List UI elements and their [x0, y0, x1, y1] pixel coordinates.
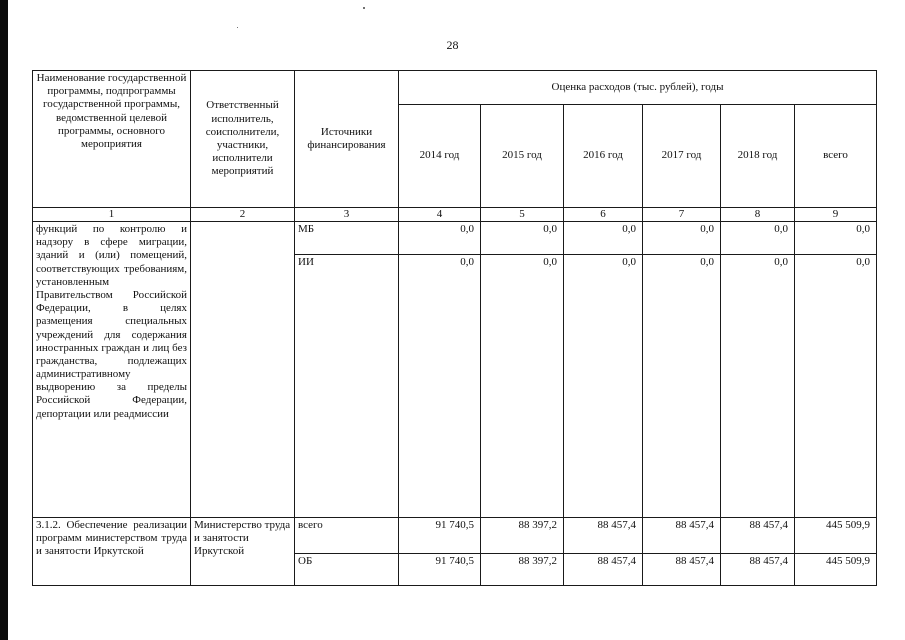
value-cell: 0,0 — [721, 255, 795, 518]
column-number: 9 — [795, 208, 877, 222]
value-cell: 0,0 — [399, 255, 481, 518]
column-number: 1 — [33, 208, 191, 222]
value-cell: 0,0 — [564, 255, 643, 518]
activity-name-cell: 3.1.2. Обеспечение реализации программ министерством труда и занятости Иркутской — [33, 518, 191, 586]
value-cell: 88 457,4 — [721, 518, 795, 554]
value-cell: 91 740,5 — [399, 554, 481, 586]
header-name: Наименование государственной программы, подпрограммы государственной программы, ведомственной целевой программы, основного мероприятия — [33, 71, 191, 208]
column-number: 8 — [721, 208, 795, 222]
header-row-1 — [33, 71, 877, 105]
value-cell: 0,0 — [481, 222, 564, 255]
header-year: 2016 год — [564, 105, 643, 208]
value-cell: 0,0 — [564, 222, 643, 255]
value-cell: 88 457,4 — [564, 554, 643, 586]
table-row — [33, 518, 877, 554]
value-cell: 0,0 — [643, 255, 721, 518]
column-number: 6 — [564, 208, 643, 222]
funding-source-cell: всего — [295, 518, 399, 554]
header-source: Источники финансирования — [295, 71, 399, 208]
value-cell: 0,0 — [481, 255, 564, 518]
value-cell: 0,0 — [795, 222, 877, 255]
column-number: 2 — [191, 208, 295, 222]
value-cell: 88 457,4 — [564, 518, 643, 554]
executor-cell — [191, 222, 295, 518]
header-year: 2018 год — [721, 105, 795, 208]
value-cell: 0,0 — [795, 255, 877, 518]
value-cell: 91 740,5 — [399, 518, 481, 554]
scan-edge — [0, 0, 8, 640]
value-cell: 0,0 — [643, 222, 721, 255]
value-cell: 0,0 — [721, 222, 795, 255]
scan-speck — [237, 27, 238, 28]
value-cell: 88 397,2 — [481, 554, 564, 586]
column-number-row — [33, 208, 877, 222]
column-number: 3 — [295, 208, 399, 222]
value-cell: 88 397,2 — [481, 518, 564, 554]
funding-source-cell: МБ — [295, 222, 399, 255]
value-cell: 88 457,4 — [721, 554, 795, 586]
executor-cell: Министерство труда и занятости Иркутской — [191, 518, 295, 586]
header-year: 2015 год — [481, 105, 564, 208]
value-cell: 88 457,4 — [643, 518, 721, 554]
value-cell: 445 509,9 — [795, 554, 877, 586]
value-cell: 88 457,4 — [643, 554, 721, 586]
header-cost-group: Оценка расходов (тыс. рублей), годы — [399, 71, 877, 105]
funding-source-cell: ОБ — [295, 554, 399, 586]
budget-table — [32, 70, 877, 586]
activity-name-cell: функций по контролю и надзору в сфере миграции, зданий и (или) помещений, соответствующих требованиям, установленным Правительством Российской Федерации, в целях размещения специальных учреждений для содержания иностранных граждан и лиц без гражданства, подлежащих административному выдворению за пределы Российской Федерации, депортации или реадмиссии — [33, 222, 191, 518]
scan-speck — [363, 7, 365, 9]
value-cell: 0,0 — [399, 222, 481, 255]
column-number: 4 — [399, 208, 481, 222]
page-number: 28 — [446, 38, 459, 52]
header-executor: Ответственный исполнитель, соисполнители, участники, исполнители мероприятий — [191, 71, 295, 208]
funding-source-cell: ИИ — [295, 255, 399, 518]
value-cell: 445 509,9 — [795, 518, 877, 554]
header-total: всего — [795, 105, 877, 208]
header-year: 2017 год — [643, 105, 721, 208]
column-number: 7 — [643, 208, 721, 222]
table-row — [33, 222, 877, 255]
column-number: 5 — [481, 208, 564, 222]
header-year: 2014 год — [399, 105, 481, 208]
